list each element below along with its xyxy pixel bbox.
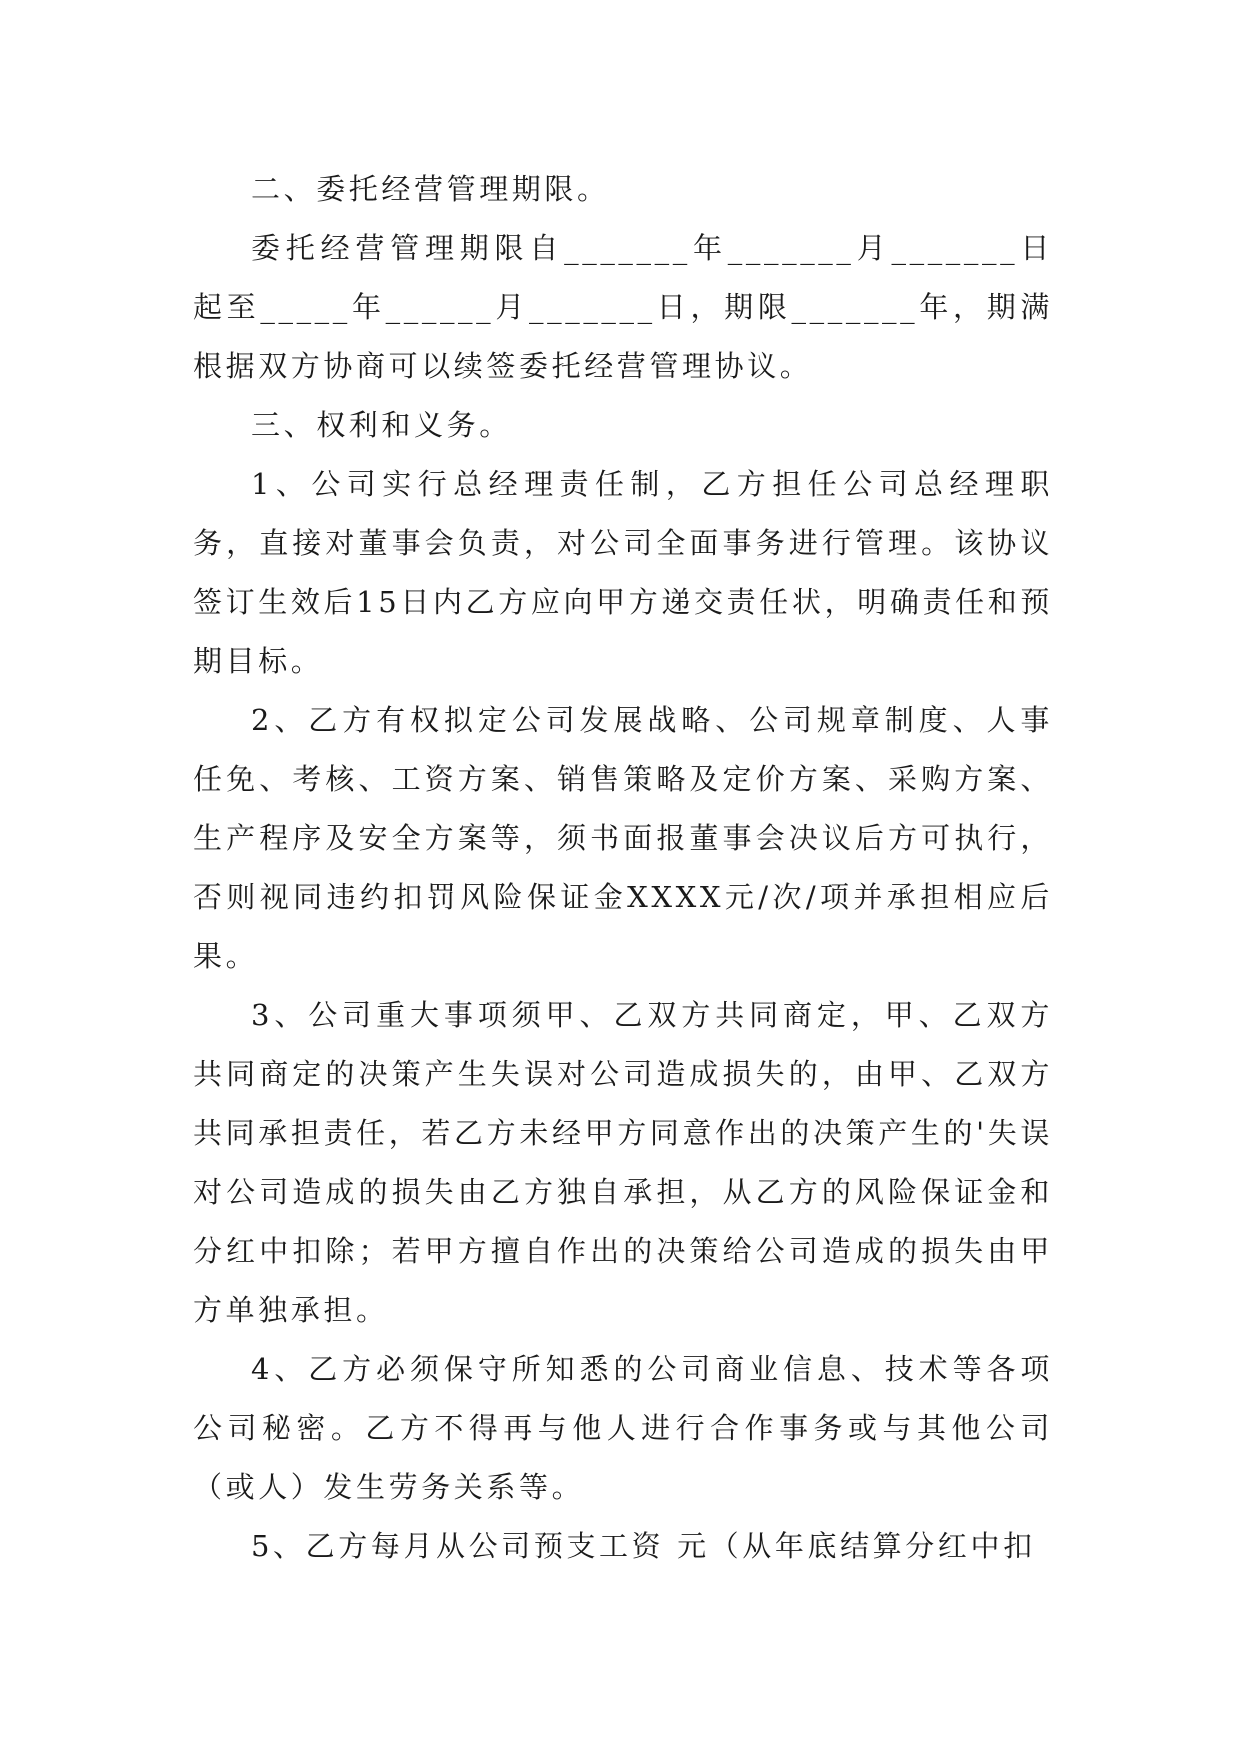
clause-2: 2、乙方有权拟定公司发展战略、公司规章制度、人事任免、考核、工资方案、销售策略及定价方案、采购方案、生产程序及安全方案等，须书面报董事会决议后方可执行，否则视同违约扣罚风险保证金XXXX元/次/项并承担相应后果。 bbox=[193, 703, 1053, 973]
document-body bbox=[193, 160, 1053, 1576]
clause-1: 1、公司实行总经理责任制，乙方担任公司总经理职务，直接对董事会负责，对公司全面事务进行管理。该协议签订生效后15日内乙方应向甲方递交责任状，明确责任和预期目标。 bbox=[193, 467, 1053, 678]
clause-5: 5、乙方每月从公司预支工资 元（从年底结算分红中扣 bbox=[251, 1529, 1036, 1563]
section-heading-term: 二、委托经营管理期限。 bbox=[251, 172, 610, 206]
clause-3: 3、公司重大事项须甲、乙双方共同商定，甲、乙双方共同商定的决策产生失误对公司造成损失的，由甲、乙双方共同承担责任，若乙方未经甲方同意作出的决策产生的'失误对公司造成的损失由乙方独自承担，从乙方的风险保证金和分红中扣除；若甲方擅自作出的决策给公司造成的损失由甲方单独承担。 bbox=[193, 998, 1053, 1327]
clause-4: 4、乙方必须保守所知悉的公司商业信息、技术等各项公司秘密。乙方不得再与他人进行合作事务或与其他公司（或人）发生劳务关系等。 bbox=[193, 1352, 1053, 1504]
paragraph-term-period: 委托经营管理期限自_______年_______月_______日起至_____年______月_______日，期限_______年，期满根据双方协商可以续签委托经营管理协议。 bbox=[193, 231, 1053, 383]
section-heading-rights: 三、权利和义务。 bbox=[251, 408, 512, 442]
